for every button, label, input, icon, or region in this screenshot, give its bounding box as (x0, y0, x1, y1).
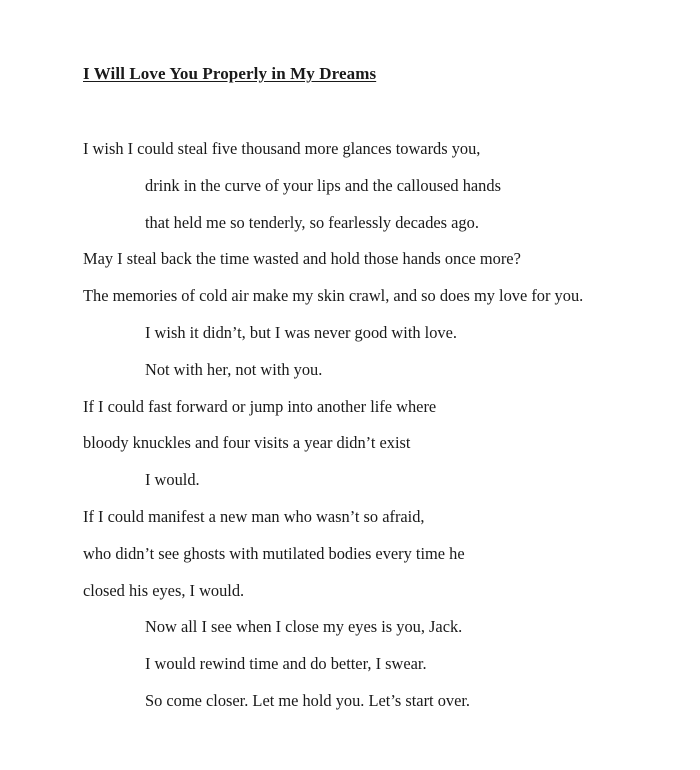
poem-line: that held me so tenderly, so fearlessly decades ago. (145, 212, 479, 232)
poem-line: Not with her, not with you. (145, 359, 323, 379)
poem-line: So come closer. Let me hold you. Let’s start over. (145, 690, 471, 710)
poem-line: I wish I could steal five thousand more glances towards you, (83, 139, 481, 158)
poem-line: I would. (145, 470, 200, 490)
poem-line: who didn’t see ghosts with mutilated bodies every time he (83, 543, 465, 563)
poem-line: I wish it didn’t, but I was never good with love. (145, 322, 457, 342)
poem-line: bloody knuckles and four visits a year didn’t exist (83, 433, 411, 453)
poem-line: May I steal back the time wasted and hold those hands once more? (83, 249, 521, 269)
poem-title: I Will Love You Properly in My Dreams (83, 64, 377, 83)
poem-line: If I could manifest a new man who wasn’t so afraid, (83, 506, 425, 526)
poem-line: drink in the curve of your lips and the calloused hands (145, 175, 501, 195)
poem-body (83, 137, 683, 726)
poem-line: Now all I see when I close my eyes is you, Jack. (145, 617, 463, 637)
poem-line: closed his eyes, I would. (83, 580, 245, 600)
poem-line: If I could fast forward or jump into another life where (83, 396, 437, 416)
poem-line: I would rewind time and do better, I swear. (145, 654, 427, 674)
poem-line: The memories of cold air make my skin crawl, and so does my love for you. (83, 286, 584, 306)
